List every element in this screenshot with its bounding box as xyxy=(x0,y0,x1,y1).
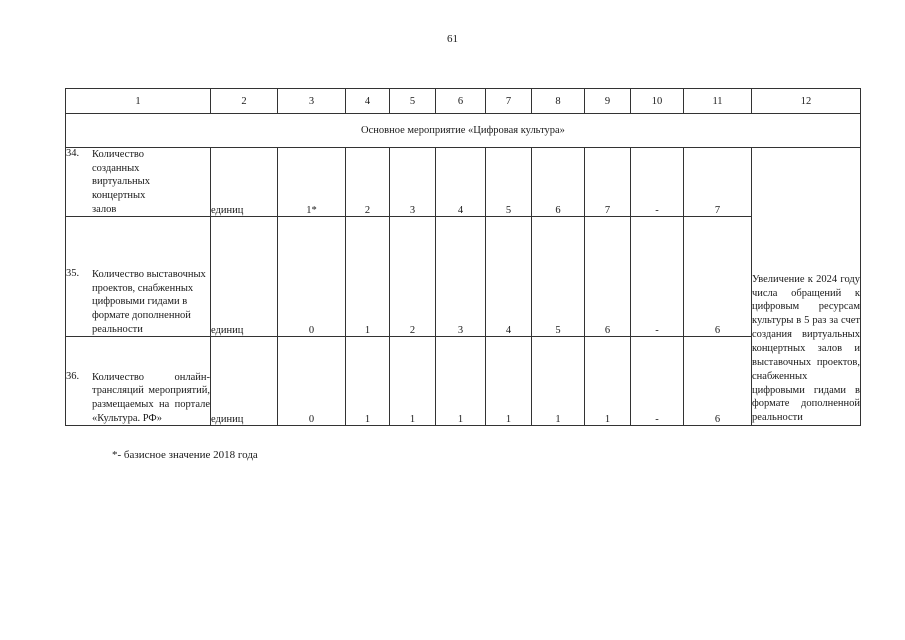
section-row xyxy=(66,114,861,148)
value-cell: 2 xyxy=(346,148,390,217)
table-row xyxy=(66,337,861,426)
value-cell: 6 xyxy=(585,217,631,337)
indicators-table xyxy=(65,88,861,426)
header-cell: 11 xyxy=(684,89,752,114)
value-cell: 4 xyxy=(436,148,486,217)
header-cell: 2 xyxy=(211,89,278,114)
value-cell: 1 xyxy=(585,337,631,426)
header-cell: 5 xyxy=(390,89,436,114)
header-cell: 12 xyxy=(752,89,861,114)
row-number: 35. xyxy=(66,268,80,279)
header-cell: 1 xyxy=(66,89,211,114)
header-cell: 4 xyxy=(346,89,390,114)
section-title: Основное мероприятие «Цифровая культура» xyxy=(66,114,861,148)
indicator-name-cell xyxy=(66,217,211,337)
value-cell: 0 xyxy=(278,337,346,426)
indicator-name: Количество выставочных проектов, снабженных цифровыми гидами в формате дополненной реальности xyxy=(92,269,206,335)
value-cell: - xyxy=(631,217,684,337)
unit-cell: единиц xyxy=(211,337,278,426)
header-cell: 10 xyxy=(631,89,684,114)
footnote: *- базисное значение 2018 года xyxy=(112,449,258,461)
indicator-name: Количество созданных виртуальных концертных залов xyxy=(92,149,150,215)
header-cell: 6 xyxy=(436,89,486,114)
unit-cell: единиц xyxy=(211,148,278,217)
value-cell: 1 xyxy=(346,337,390,426)
header-cell: 8 xyxy=(532,89,585,114)
value-cell: 5 xyxy=(532,217,585,337)
value-cell: 1 xyxy=(486,337,532,426)
value-cell: 1 xyxy=(436,337,486,426)
value-cell: 1 xyxy=(532,337,585,426)
value-cell: 3 xyxy=(390,148,436,217)
value-cell: 3 xyxy=(436,217,486,337)
value-cell: 4 xyxy=(486,217,532,337)
value-cell: 6 xyxy=(532,148,585,217)
unit-cell: единиц xyxy=(211,217,278,337)
value-cell: 2 xyxy=(390,217,436,337)
value-cell: 7 xyxy=(684,148,752,217)
table-header-row xyxy=(66,89,861,114)
value-cell: 1 xyxy=(390,337,436,426)
indicator-name-cell xyxy=(66,337,211,426)
row-number: 36. xyxy=(66,370,80,382)
table-row xyxy=(66,217,861,337)
value-cell: - xyxy=(631,148,684,217)
indicator-name: Количество онлайн-трансляций мероприятий, размещаемых на портале «Культура. РФ» xyxy=(92,371,210,424)
value-cell: 0 xyxy=(278,217,346,337)
value-cell: 1 xyxy=(346,217,390,337)
value-cell: 1* xyxy=(278,148,346,217)
header-cell: 9 xyxy=(585,89,631,114)
value-cell: 7 xyxy=(585,148,631,217)
table-row xyxy=(66,148,861,217)
page-number: 61 xyxy=(447,33,458,45)
value-cell: 6 xyxy=(684,217,752,337)
value-cell: 6 xyxy=(684,337,752,426)
expected-result-note: Увеличение к 2024 году числа обращений к цифровым ресурсам культуры в 5 раз за счет создания виртуальных концертных залов и выставочных проектов, снабженных цифровыми гидами в формате дополненной реальности xyxy=(752,148,861,426)
row-number: 34. xyxy=(66,148,80,159)
header-cell: 3 xyxy=(278,89,346,114)
value-cell: - xyxy=(631,337,684,426)
indicator-name-cell xyxy=(66,148,211,217)
header-cell: 7 xyxy=(486,89,532,114)
value-cell: 5 xyxy=(486,148,532,217)
